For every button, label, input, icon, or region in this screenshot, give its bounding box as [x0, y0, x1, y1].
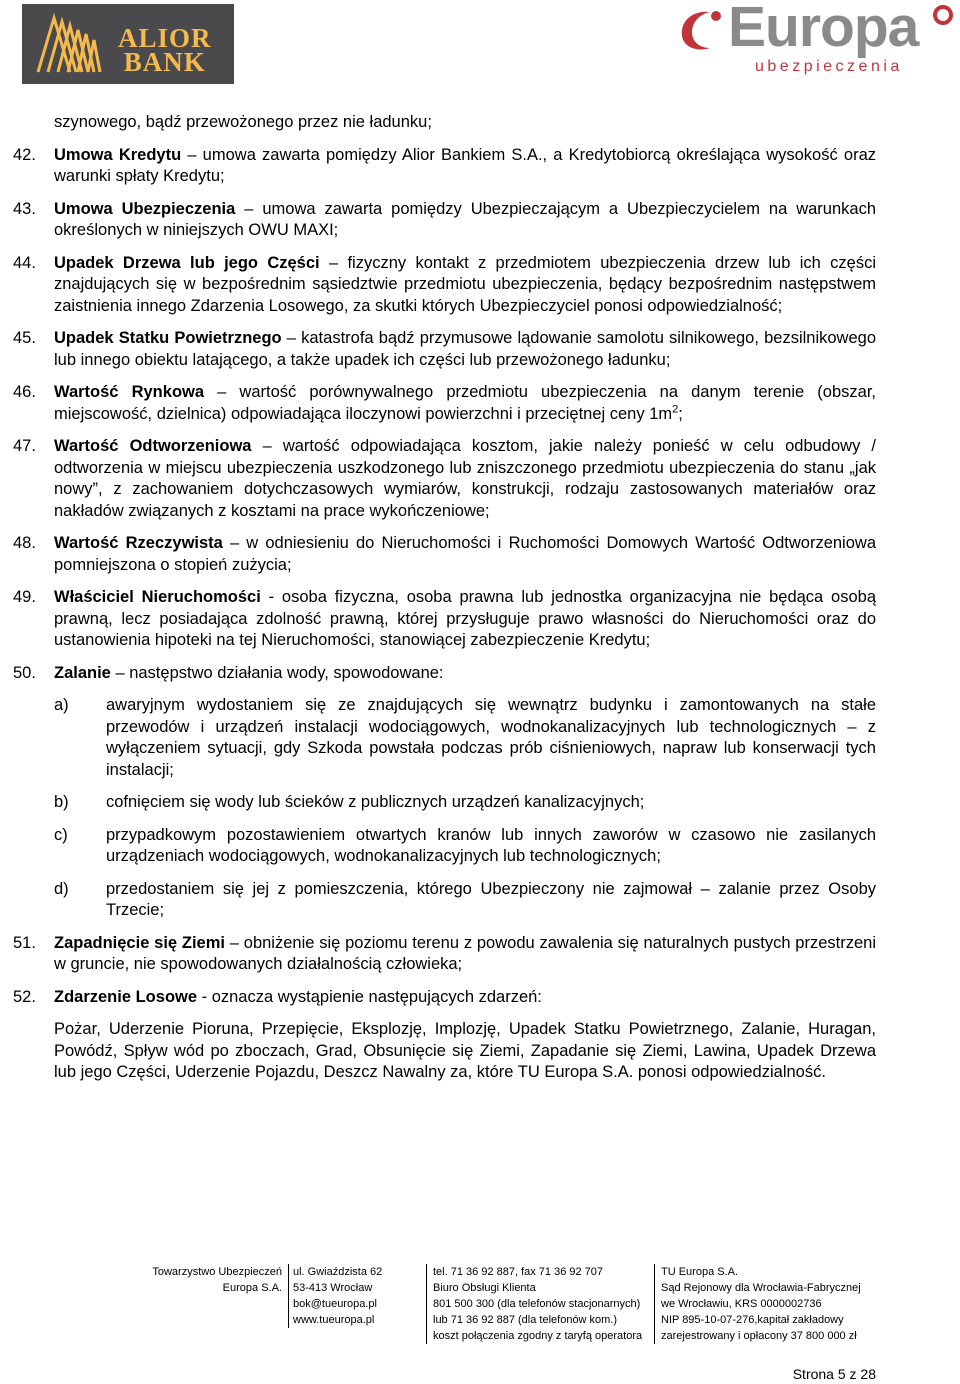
definition-number: 46.: [13, 383, 36, 401]
definition-number: 50.: [13, 663, 36, 682]
definition-term: Zalanie: [54, 663, 111, 682]
sub-item-text: cofnięciem się wody lub ścieków z publicznych urządzeń kanalizacyjnych;: [106, 793, 645, 811]
definition-number: 49.: [13, 588, 36, 606]
europa-subtitle: ubezpieczenia: [755, 58, 903, 75]
definition-term: Umowa Ubezpieczenia: [54, 199, 236, 218]
sub-item-text: przypadkowym pozostawieniem otwartych kranów lub innych zaworów w czasowo nie zasilanych urządzeniach wodociągowych, wodnokanalizacyjnych lub technologicznych;: [106, 825, 876, 865]
alior-bank-logo: [22, 4, 234, 84]
footer-address: ul. Gwiaździsta 62 53-413 Wrocław bok@tueuropa.pl www.tueuropa.pl: [288, 1264, 425, 1328]
definition-item: [0, 328, 960, 371]
definition-text: – umowa zawarta pomiędzy Alior Bankiem S.A., a Kredytobiorcą określająca wysokość oraz warunki spłaty Kredytu;: [54, 145, 876, 185]
definition-text: – wartość odpowiadająca kosztom, jakie należy ponieść w celu odbudowy / odtworzenia w miejscu ubezpieczenia uszkodzonego lub zniszczonego przedmiotu ubezpieczenia do stanu „jak nowy”, z zachowaniem dotychczasowych wymiarów, konstrukcji, rodzaju zastosowanych materiałów oraz nakładów związanych z kosztami na prace wykończeniowe;: [54, 437, 876, 520]
page-footer: [0, 1264, 960, 1350]
definition-item: [0, 436, 960, 522]
sub-item-letter: a): [54, 696, 69, 714]
definition-item: [0, 382, 960, 425]
sub-item-letter: d): [54, 879, 69, 898]
definition-text: – umowa zawarta pomiędzy Ubezpieczającym a Ubezpieczycielem na warunkach określonych w niniejszych OWU MAXI;: [54, 199, 876, 239]
definition-item: [0, 987, 960, 1009]
alior-word: ALIOR: [118, 23, 212, 53]
footer-contact: tel. 71 36 92 887, fax 71 36 92 707 Biuro Obsługi Klienta 801 500 300 (dla telefonów stacjonarnych) lub 71 36 92 887 (dla telefonów kom.) koszt połączenia zgodny z taryfą operatora: [426, 1264, 659, 1344]
sub-item-text: przedostaniem się jej z pomieszczenia, którego Ubezpieczony nie zajmował – zalanie przez Osoby Trzecie;: [106, 879, 876, 919]
definition-text: – wartość porównywalnego przedmiotu ubezpieczenia na danym terenie (obszar, miejscowość, dzielnica) odpowiadająca iloczynowi powierzchni i przeciętnej ceny 1m: [54, 383, 876, 423]
definition-text: – katastrofa bądź przymusowe lądowanie samolotu silnikowego, bezsilnikowego lub innego obiektu latającego, a także upadek ich części lub przewożonego ładunku;: [54, 329, 876, 369]
definition-term: Wartość Rynkowa: [54, 383, 205, 401]
page-number: Strona 5 z 28: [792, 1366, 876, 1382]
europa-logo: [670, 2, 960, 82]
definition-number: 52.: [13, 987, 36, 1006]
definition-text: - oznacza wystąpienie następujących zdarzeń:: [197, 987, 542, 1006]
definition-item: [0, 587, 960, 652]
sub-item: [0, 825, 960, 868]
sub-item: [0, 792, 960, 814]
definition-number: 47.: [13, 437, 36, 455]
definition-term: Właściciel Nieruchomości: [54, 588, 261, 606]
europa-word: Europa: [728, 0, 919, 59]
definition-number: 44.: [13, 253, 36, 272]
definition-term: Wartość Rzeczywista: [54, 534, 223, 552]
sub-item: [0, 695, 960, 781]
definition-text: – w odniesieniu do Nieruchomości i Ruchomości Domowych Wartość Odtworzeniowa pomniejszona o stopień zużycia;: [54, 534, 876, 574]
definition-item: [0, 199, 960, 242]
definition-item: [0, 145, 960, 188]
alior-emblem-icon: [32, 12, 112, 76]
footer-website[interactable]: www.tueuropa.pl: [293, 1314, 375, 1326]
definition-text: – fizyczny kontakt z przedmiotem ubezpieczenia drzew lub ich części znajdujących się w bezpośrednim sąsiedztwie przedmiotu ubezpieczenia, będący bezpośrednim następstwem zaistnienia innego Zdarzenia Losowego, za skutki których Ubezpieczyciel ponosi odpowiedzialność;: [54, 253, 876, 315]
definition-number: 51.: [13, 933, 36, 952]
definition-item: [0, 663, 960, 685]
random-events-list: Pożar, Uderzenie Pioruna, Przepięcie, Eksplozję, Implozję, Upadek Statku Powietrznego, Zalanie, Huragan, Powódź, Spływ wód po zboczach, Grad, Obsunięcie się Ziemi, Zapadanie się Ziemi, Lawina, Upadek Drzewa lub jego Części, Uderzenie Pojazdu, Deszcz Nawalny za, które TU Europa S.A. ponosi odpowiedzialność.: [54, 1020, 876, 1081]
alior-logo-text: [118, 23, 212, 77]
definition-term: Upadek Statku Powietrznego: [54, 329, 282, 347]
definition-text-tail: ;: [678, 404, 683, 423]
definition-text: - osoba fizyczna, osoba prawna lub jednostka organizacyjna nie będąca osobą prawną, lecz posiadająca zdolność prawną, której przysługuje prawo własności do Nieruchomości oraz do ustanowienia hipoteki na tej Nieruchomości, stanowiącej zabezpieczenie Kredytu;: [54, 588, 876, 649]
intro-continuation: szynowego, bądź przewożonego przez nie ładunku;: [54, 113, 432, 131]
definition-number: 45.: [13, 329, 36, 347]
definition-term: Zdarzenie Losowe: [54, 987, 198, 1006]
bank-word: BANK: [123, 47, 206, 77]
definition-item: [0, 533, 960, 576]
definition-text: – następstwo działania wody, spowodowane:: [110, 663, 444, 682]
flood-subitems: [0, 695, 960, 922]
definition-number: 48.: [13, 534, 36, 552]
definitions-list: [0, 145, 960, 685]
definition-term: Upadek Drzewa lub jego Części: [54, 253, 320, 272]
sub-item-text: awaryjnym wydostaniem się ze znajdujących się wewnątrz budynku i zamontowanych na stałe przewodów i urządzeń instalacji wodociągowych, wodnokanalizacyjnych lub technologicznych – z wyłączeniem sytuacji, gdy Szkoda powstała podczas prób ciśnieniowych, napraw lub konserwacji tych instalacji;: [106, 696, 876, 779]
definitions-list-continued: [0, 933, 960, 1009]
europa-dot-icon: [932, 4, 954, 26]
footer-email[interactable]: bok@tueuropa.pl: [293, 1298, 377, 1310]
definition-number: 43.: [13, 199, 36, 218]
sub-item-letter: b): [54, 793, 69, 811]
definition-item: [0, 933, 960, 976]
definition-term: Umowa Kredytu: [54, 145, 182, 164]
document-body: [0, 112, 960, 1095]
definition-text: – obniżenie się poziomu terenu z powodu zawalenia się naturalnych pustych przestrzeni w gruncie, nie spowodowanych działalnością człowieka;: [54, 933, 876, 973]
sub-item-letter: c): [54, 825, 68, 844]
definition-number: 42.: [13, 145, 36, 164]
footer-company: Towarzystwo Ubezpieczeń Europa S.A.: [152, 1266, 282, 1294]
footer-legal: TU Europa S.A. Sąd Rejonowy dla Wrocławia-Fabrycznej we Wrocławiu, KRS 0000002736 NIP 895-10-07-276,kapitał zakładowy zarejestrowany i opłacony 37 800 000 zł: [654, 1264, 887, 1344]
definition-term: Wartość Odtworzeniowa: [54, 437, 252, 455]
superscript: 2: [672, 403, 679, 415]
sub-item: [0, 879, 960, 922]
definition-term: Zapadnięcie się Ziemi: [54, 933, 225, 952]
definition-item: [0, 253, 960, 318]
